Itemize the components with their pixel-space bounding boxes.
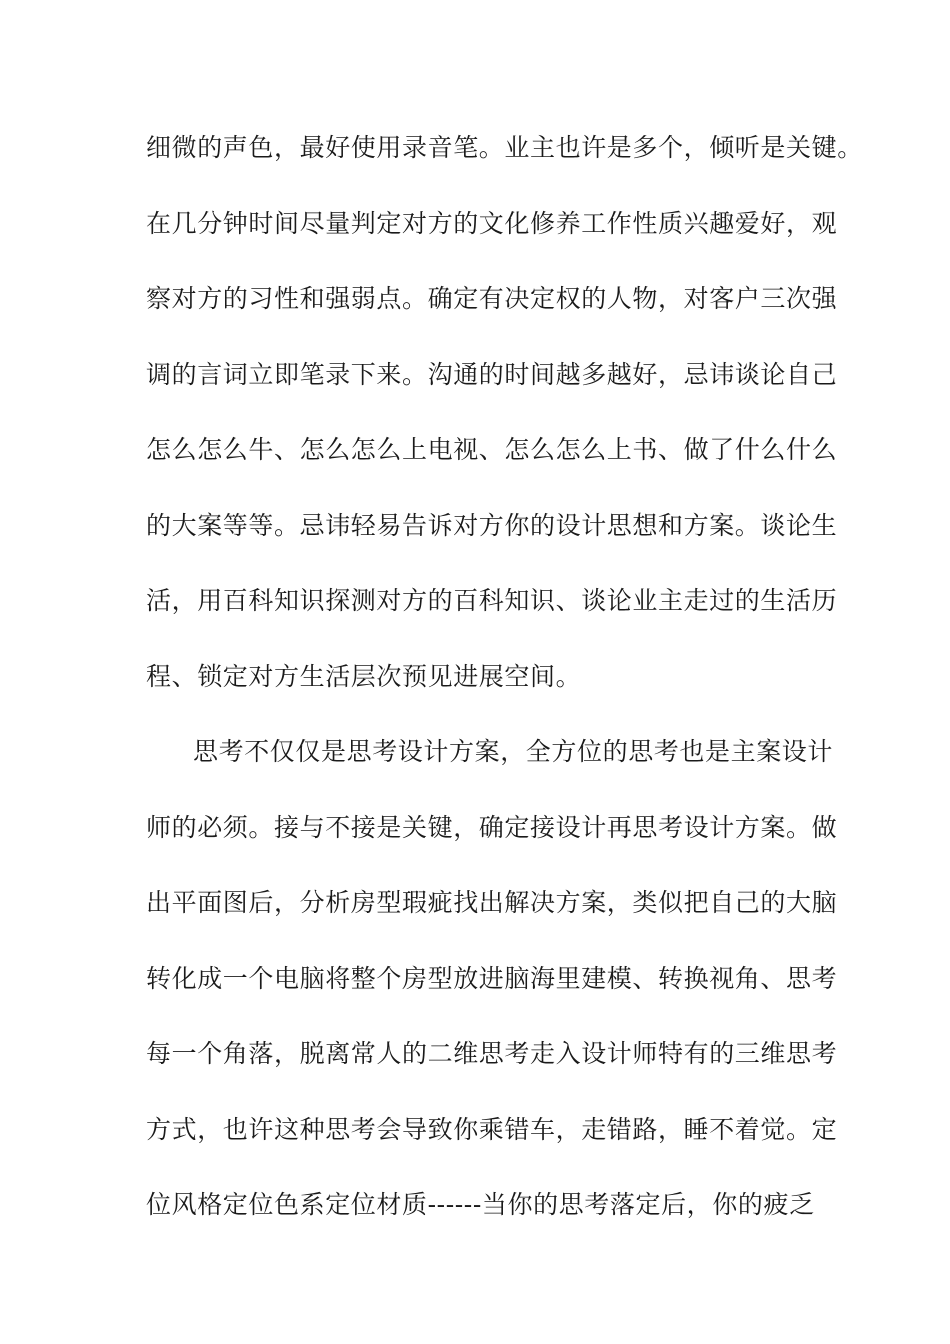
- text-line: 师的必须。接与不接是关键，确定接设计再思考设计方案。做: [146, 812, 838, 842]
- text-line: 活，用百科知识探测对方的百科知识、谈论业主走过的生活历: [146, 586, 838, 615]
- text-line: 察对方的习性和强弱点。确定有决定权的人物，对客户三次强: [146, 284, 838, 313]
- text-line: 程、锁定对方生活层次预见进展空间。: [146, 661, 582, 691]
- text-line: 位风格定位色系定位材质------当你的思考落定后，你的疲乏: [146, 1190, 815, 1219]
- document-body: [146, 128, 863, 1261]
- paragraph-start-line: 思考不仅仅是思考设计方案，全方位的思考也是主案设计: [193, 737, 834, 766]
- text-line: 在几分钟时间尽量判定对方的文化修养工作性质兴趣爱好，观: [146, 208, 838, 238]
- text-line: 细微的声色，最好使用录音笔。业主也许是多个，倾听是关键。: [146, 133, 863, 162]
- text-line: 调的言词立即笔录下来。沟通的时间越多越好，忌讳谈论自己: [146, 359, 838, 389]
- text-line: 出平面图后，分析房型瑕疵找出解决方案，类似把自己的大脑: [146, 888, 838, 917]
- text-line: 每一个角落，脱离常人的二维思考走入设计师特有的三维思考: [146, 1039, 838, 1068]
- text-line: 方式，也许这种思考会导致你乘错车，走错路，睡不着觉。定: [146, 1114, 838, 1144]
- text-line: 转化成一个电脑将整个房型放进脑海里建模、转换视角、思考: [146, 963, 838, 993]
- text-line: 怎么怎么牛、怎么怎么上电视、怎么怎么上书、做了什么什么: [146, 435, 838, 464]
- text-line: 的大案等等。忌讳轻易告诉对方你的设计思想和方案。谈论生: [146, 510, 838, 540]
